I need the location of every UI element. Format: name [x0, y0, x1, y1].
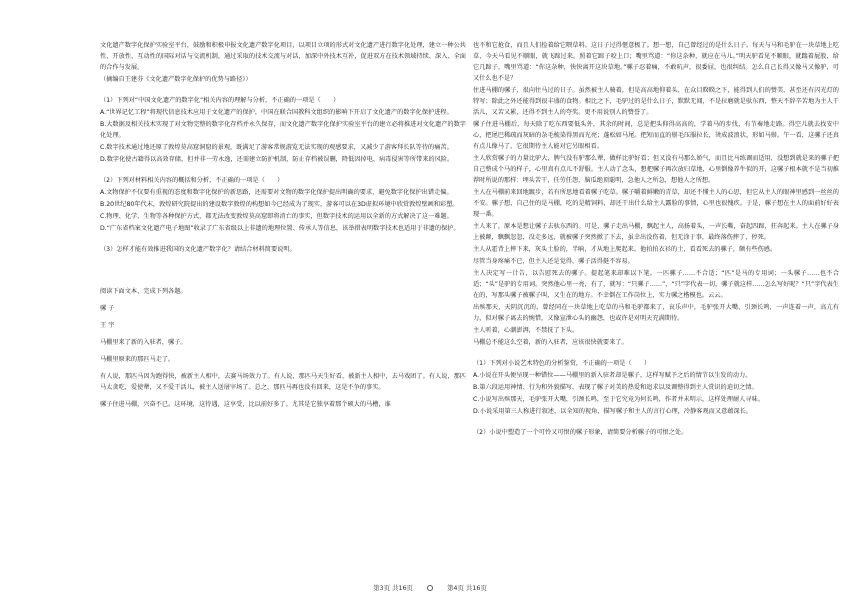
story-paragraph: 主人在马棚前来回地踱步，若有所思地看着骡子吃草。骡子嚼着鲜嫩的青草，却还不懂主人的心思，但它从主人的眼神里感到一丝丝的不安。骡子想，自己住的是马棚，吃的是精饲料，却还干出什么给主人露脸的事情，心里也很愧疚。于是，骡子想在主人的面前好好表现一番。: [473, 189, 839, 218]
question-2-option-c: C.物理、化学、生物等各种保护方式，都无法改变敦煌莫高窟即将消亡的事实，但数字技术的运用以全新的方式解决了这一难题。: [100, 213, 453, 220]
story-question-1-option-c: C.小说写出殡那天，毛驴张开大嘴，引颈长鸣，至于它究竟为何长鸣，作者并未明示，这样处理耐人寻味。: [473, 396, 764, 403]
story-paragraph: 住进马棚的骡子，很向往马过的日子。虽然被主人骑着，但是高高地仰着头，在众目睽睽之下，能得到人们的赞美，甚至还有闪光灯的特写；除此之外还能得到很丰盛的食物。相比之下，毛驴过的是什么日子，默默无闻，不是拉磨就是驮东西，整天不辞辛苦地为主人干活儿，又苦又累，还得不到主人的夸奖。更不用说别人的赞誉了。: [473, 87, 839, 116]
story-question-1-option-b: B.第六段运用神情、行为和外貌描写，表现了骡子对美的热爱和追求以及调整得到主人赏识的迫切之情。: [473, 384, 758, 391]
story-question-1-option-d: D.小说采用第三人称进行叙述，以全知的视角，描写骡子和主人的言行心理，冷静客观而又意蕴深长。: [473, 408, 752, 415]
story-paragraph: 主人来了，原本是想让骡子去驮东西的。可是，骡子走出马棚，飘起主人，高扬着头，一声长嘶，奋起四蹄，狂奔起来。主人在骡子身上被颠，飘飘忽忽，没走多远，就被骡子突然掀了下去，虽幸出没伤着，但无涂于事，最终落伤摔了，停死。: [473, 223, 839, 241]
story-paragraph: 马棚总不能这么空着，新的入驻者，应该很快就要来了。: [473, 339, 628, 346]
right-column: [473, 40, 839, 439]
question-2-option-a: A.文物保护不仅要有重视的态度和数字化保护的新思路，还需要对文物的数字化保护提出明确的要求，避免数字化保护出错走偏。: [100, 189, 453, 196]
question-2-stem: （2）下列对材料相关内容的概括和分析，不正确的一项是（ ）: [100, 177, 284, 184]
story-paragraph: 主人决定写一计告，以告慰死去的骡子。提起笔来却难以下笔。一匹骡子……不合适；“匹”是马的专用词；一头骡子……也不合适；“头”是驴的专用词。突然他心里一亮，有了，就写：“只骡子……”，“只”字代表一切，骡子就这样……怎么写好呢？“只”字代表生在的，写那头骡子被骡子叫，又生在的地方。不幸倒在工作岗位上，实力骡之楷模也。云云。: [473, 270, 839, 299]
reading-task-instruction: 阅读下面文本，完成下列各题。: [100, 288, 187, 295]
intro-paragraph: 文化遗产数字化保护实验室平台，鼓励和积极申报文化遗产数字化项目，以项目立项的形式对文化遗产进行数字化处理，建立一种公共性、开放性、互动性的国际对话与交流机制，通过采取的技术交流与对话，加深中外技术互补，促进双方在技术领域持续、深入、全面的合作与发展。: [100, 42, 466, 71]
story-paragraph: 出殡那天，天阴沉沉的，曾经同在一块草地上吃草的马和毛驴都来了，哀乐声中，毛驴张开大嘴，引颈长鸣，一声连着一声，高亢有力，似对骡子离去的惋惜，又像宣泄心头的幽怨，也或许是对明天充满期待。: [473, 304, 839, 322]
right-page-number: 第4页 共16页: [447, 584, 487, 592]
story-paragraph: 主人欣赏骡子的力量比驴大，脾气没有驴那么犟，做样比驴好看；但又没有马那么娇气，而且比马练调而适用，没想到就是来的骡子把自己整成个马的样子，心里真有点儿不舒服。主人动了念头，想把骡子再次放归草地，心里倒像养牛似的开，这骡子根本就不是当初推荐时所说的那样：埋头苦干，任劳任怨，脑瓜绝顶聪明，急他人之所急，想他人之所想。: [473, 155, 839, 184]
story-paragraph: 主人从霍背上摔下来，灰头土脸的，半晌，才从地上爬起来。他拍拍衣衫的土，看看死去的骡子，颇有些伤感。: [473, 246, 777, 253]
left-column: [100, 40, 466, 411]
story-title: 骡 子: [100, 305, 115, 312]
story-paragraph: 骡子住进马棚，兴奋不已。这环境，这待遇，这享受，比以前好多了。尤其是它独享着那个硕大的马槽，谁: [100, 401, 391, 408]
page-footer: [0, 583, 860, 592]
story-paragraph: 主人听着，心潮澎湃，不禁抚了下头。: [473, 327, 579, 334]
story-paragraph: 马棚里来了新的入驻者，骡子。: [100, 339, 187, 346]
question-1-option-a: A.“世界记忆工程”将现代信息技术应用于文化遗产的保护，中国在联合国教科文组织的影响下开启了文化遗产的数字化保护进程。: [100, 109, 453, 116]
question-2-option-d: D.“广东省档案文化遗产电子地图”收录了广东省级以上非遗的地理位置、传承人等信息，该举措表明数字技术也适用于非遗的保护。: [100, 225, 460, 232]
story-paragraph: 尽管当身疼痛不已，但主人还是觉得，骡子活得挺不容易。: [473, 258, 634, 265]
question-3-stem: （3）怎样才能有效推进我国的文化遗产数字化？请结合材料简要说明。: [100, 246, 296, 253]
question-1-option-d: D.数字化使古籍得以高效存储，但并非一劳永逸，还需建立防护机制，防止存档被误删，降低因掉电、病毒侵害等所带来的风险。: [100, 156, 454, 163]
left-page-number: 第3页 共16页: [373, 584, 413, 592]
question-1-option-b: B.大数据及相关技术实现了对文物完整的数字化存档并永久保存，而文化遗产数字化保护实验室平台的建立必将推进对文化遗产的数字化处理。: [100, 121, 466, 139]
story-author: 王 宇: [100, 322, 115, 329]
question-2-option-b: B.20世纪80年代末，敦煌研究院提出的建设数字敦煌的构想如今已经成为了现实，游客可以在3D虚拟环境中欣赏敦煌壁画和彩塑。: [100, 201, 459, 208]
story-paragraph: 马棚里原来的那匹马走了。: [100, 356, 175, 363]
source-citation: （摘编自王建芬《文化遗产数字化保护的优势与路径》）: [100, 76, 252, 83]
question-1-option-c: C.数字技术通过地还原了敦煌莫高窟洞窟的景观，既满足了游客常规游览无法实现的观感要求，又减少了游客拜长队等待的痛苦。: [100, 144, 453, 151]
story-question-1-stem: （1）下列对小说艺术特色的分析鉴赏，不正确的一项是（ ）: [473, 360, 651, 367]
story-paragraph: 骡子住进马棚后，每天除了吃东西要低头外，其余的时间，总是把头仰得高高的，学着马的步伐，有节奏地走路。得空儿就去找安中心，把尾巴稀疏而灰暗的杂毛梳染得黑而光亮；蓬松如马尾。把短而直的鬃毛压服拉长，烫成波浪状，形如马鬃。午一看，这骡子还真有点儿像马了，它很期待主人能对它另眼相看。: [473, 121, 839, 150]
story-question-1-option-a: A.小说在开头便呈现一种错位——马棚里的新入驻者却是骡子，这样写赋予之后的情节以生发的动力。: [473, 372, 752, 379]
story-paragraph: 有人说，那匹马因为跑得快，被新主人相中，去赛马场效力了。有人说，那匹马天生好看，被新主人相中，去马戏团了。有人说，那匹马太贪吃，爱使犟，又不爱干活儿，被主人送屠宰场了。总之，那匹马再也没有回来，这是不争的事实。: [100, 373, 466, 391]
story-paragraph: 也不和它抢食，而且人们捡着给它喂草料。这日子过得惬意极了。想一想，自己曾经过的是什么日子。每天与马和毛驴在一块草地上吃草，今天马看见不顺眼，就飞蹄过来。照着它蹄子咬上口；嘴里骂道：“你这杂种，就应在马儿。”明天驴看见不顺眼，就踹着屁股，给它几蹄子，嘴里骂道：“你这杂种，快快离开这块草地。”骡子忍着痛，不敢吭声，很委屈，也很纠结。怎么自己长得又像马又像驴，可又什么也不是？: [473, 42, 839, 82]
story-question-2-stem: （2）小说中塑造了一个可怜又可恨的骡子形象，请简要分析骡子的可恨之处。: [473, 429, 688, 436]
page-divider-circle-icon: [427, 585, 433, 591]
question-1-stem: （1）下列对“中国文化遗产的数字化”相关内容的理解与分析，不正确的一项是（ ）: [100, 97, 340, 104]
